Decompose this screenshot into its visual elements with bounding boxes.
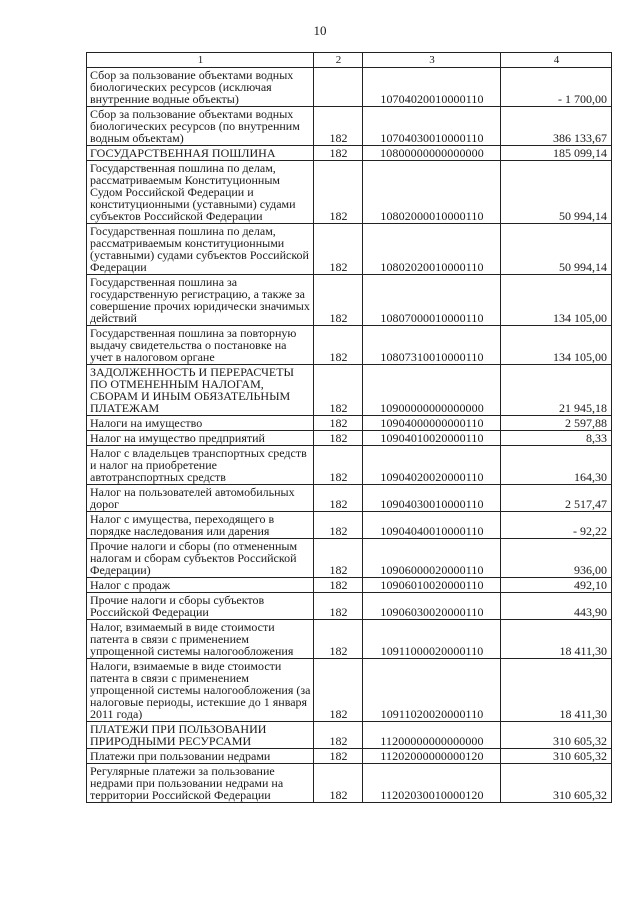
admin-code-cell: 182 xyxy=(314,539,363,578)
classification-code-cell: 10904040010000110 xyxy=(363,512,501,539)
item-name-cell: Налог на пользователей автомобильных дорог xyxy=(87,485,314,512)
amount-cell: - 1 700,00 xyxy=(501,68,612,107)
classification-code-cell: 10704030010000110 xyxy=(363,107,501,146)
classification-code-cell: 10704020010000110 xyxy=(363,68,501,107)
admin-code-cell: 182 xyxy=(314,224,363,275)
classification-code-cell: 10904020020000110 xyxy=(363,446,501,485)
revenue-table xyxy=(86,52,612,803)
admin-code-cell: 182 xyxy=(314,161,363,224)
table-row xyxy=(87,224,612,275)
column-header: 3 xyxy=(363,53,501,68)
amount-cell: 2 517,47 xyxy=(501,485,612,512)
table-row xyxy=(87,620,612,659)
admin-code-cell: 182 xyxy=(314,446,363,485)
amount-cell: 8,33 xyxy=(501,431,612,446)
amount-cell: 310 605,32 xyxy=(501,722,612,749)
item-name-cell: ГОСУДАРСТВЕННАЯ ПОШЛИНА xyxy=(87,146,314,161)
amount-cell: 443,90 xyxy=(501,593,612,620)
admin-code-cell xyxy=(314,68,363,107)
item-name-cell: Налог с имущества, переходящего в порядке наследования или дарения xyxy=(87,512,314,539)
table-row xyxy=(87,539,612,578)
table-row xyxy=(87,416,612,431)
page-number: 10 xyxy=(313,23,327,38)
classification-code-cell: 11202000000000120 xyxy=(363,749,501,764)
amount-cell: 134 105,00 xyxy=(501,275,612,326)
item-name-cell: Регулярные платежи за пользование недрами при пользовании недрами на территории Российской Федерации xyxy=(87,764,314,803)
table-row xyxy=(87,68,612,107)
amount-cell: 50 994,14 xyxy=(501,161,612,224)
admin-code-cell: 182 xyxy=(314,512,363,539)
classification-code-cell: 11202030010000120 xyxy=(363,764,501,803)
amount-cell: 492,10 xyxy=(501,578,612,593)
table-row xyxy=(87,146,612,161)
classification-code-cell: 10800000000000000 xyxy=(363,146,501,161)
table-row xyxy=(87,365,612,416)
amount-cell: - 92,22 xyxy=(501,512,612,539)
classification-code-cell: 11200000000000000 xyxy=(363,722,501,749)
item-name-cell: Государственная пошлина за государственную регистрацию, а также за совершение прочих юридически значимых действий xyxy=(87,275,314,326)
column-header: 1 xyxy=(87,53,314,68)
table-row xyxy=(87,764,612,803)
amount-cell: 2 597,88 xyxy=(501,416,612,431)
classification-code-cell: 10807000010000110 xyxy=(363,275,501,326)
classification-code-cell: 10911020020000110 xyxy=(363,659,501,722)
item-name-cell: Государственная пошлина за повторную выдачу свидетельства о постановке на учет в налоговом органе xyxy=(87,326,314,365)
classification-code-cell: 10906030020000110 xyxy=(363,593,501,620)
table-header-row xyxy=(87,53,612,68)
admin-code-cell: 182 xyxy=(314,722,363,749)
classification-code-cell: 10900000000000000 xyxy=(363,365,501,416)
classification-code-cell: 10802020010000110 xyxy=(363,224,501,275)
table-row xyxy=(87,107,612,146)
table-row xyxy=(87,593,612,620)
classification-code-cell: 10904000000000110 xyxy=(363,416,501,431)
item-name-cell: Налог на имущество предприятий xyxy=(87,431,314,446)
classification-code-cell: 10911000020000110 xyxy=(363,620,501,659)
amount-cell: 18 411,30 xyxy=(501,659,612,722)
item-name-cell: ПЛАТЕЖИ ПРИ ПОЛЬЗОВАНИИ ПРИРОДНЫМИ РЕСУРСАМИ xyxy=(87,722,314,749)
admin-code-cell: 182 xyxy=(314,749,363,764)
item-name-cell: Сбор за пользование объектами водных биологических ресурсов (по внутренним водным объектам) xyxy=(87,107,314,146)
column-header: 2 xyxy=(314,53,363,68)
table-row xyxy=(87,512,612,539)
table-row xyxy=(87,485,612,512)
admin-code-cell: 182 xyxy=(314,578,363,593)
table-body xyxy=(87,68,612,803)
table-row xyxy=(87,722,612,749)
amount-cell: 310 605,32 xyxy=(501,764,612,803)
column-header: 4 xyxy=(501,53,612,68)
table-row xyxy=(87,659,612,722)
table-row xyxy=(87,749,612,764)
item-name-cell: Сбор за пользование объектами водных биологических ресурсов (исключая внутренние водные объекты) xyxy=(87,68,314,107)
amount-cell: 21 945,18 xyxy=(501,365,612,416)
admin-code-cell: 182 xyxy=(314,659,363,722)
item-name-cell: Государственная пошлина по делам, рассматриваемым конституционными (уставными) судами субъектов Российской Федерации xyxy=(87,224,314,275)
item-name-cell: Государственная пошлина по делам, рассматриваемым Конституционным Судом Российской Федерации и конституционными (уставными) судами субъектов Российской Федерации xyxy=(87,161,314,224)
table-row xyxy=(87,161,612,224)
classification-code-cell: 10906010020000110 xyxy=(363,578,501,593)
item-name-cell: Прочие налоги и сборы (по отмененным налогам и сборам субъектов Российской Федерации) xyxy=(87,539,314,578)
admin-code-cell: 182 xyxy=(314,326,363,365)
classification-code-cell: 10904010020000110 xyxy=(363,431,501,446)
amount-cell: 936,00 xyxy=(501,539,612,578)
admin-code-cell: 182 xyxy=(314,620,363,659)
amount-cell: 134 105,00 xyxy=(501,326,612,365)
item-name-cell: Налог, взимаемый в виде стоимости патента в связи с применением упрощенной системы налогообложения xyxy=(87,620,314,659)
amount-cell: 50 994,14 xyxy=(501,224,612,275)
item-name-cell: Налоги, взимаемые в виде стоимости патента в связи с применением упрощенной системы налогообложения (за налоговые периоды, истекшие до 1 января 2011 года) xyxy=(87,659,314,722)
amount-cell: 185 099,14 xyxy=(501,146,612,161)
table-row xyxy=(87,275,612,326)
item-name-cell: Налог с владельцев транспортных средств и налог на приобретение автотранспортных средств xyxy=(87,446,314,485)
amount-cell: 164,30 xyxy=(501,446,612,485)
classification-code-cell: 10807310010000110 xyxy=(363,326,501,365)
item-name-cell: Налоги на имущество xyxy=(87,416,314,431)
classification-code-cell: 10906000020000110 xyxy=(363,539,501,578)
classification-code-cell: 10802000010000110 xyxy=(363,161,501,224)
admin-code-cell: 182 xyxy=(314,146,363,161)
admin-code-cell: 182 xyxy=(314,485,363,512)
table-row xyxy=(87,578,612,593)
item-name-cell: ЗАДОЛЖЕННОСТЬ И ПЕРЕРАСЧЕТЫ ПО ОТМЕНЕННЫМ НАЛОГАМ, СБОРАМ И ИНЫМ ОБЯЗАТЕЛЬНЫМ ПЛАТЕЖАМ xyxy=(87,365,314,416)
table-row xyxy=(87,446,612,485)
amount-cell: 310 605,32 xyxy=(501,749,612,764)
admin-code-cell: 182 xyxy=(314,764,363,803)
admin-code-cell: 182 xyxy=(314,275,363,326)
amount-cell: 18 411,30 xyxy=(501,620,612,659)
amount-cell: 386 133,67 xyxy=(501,107,612,146)
admin-code-cell: 182 xyxy=(314,593,363,620)
admin-code-cell: 182 xyxy=(314,365,363,416)
table-row xyxy=(87,431,612,446)
table-row xyxy=(87,326,612,365)
item-name-cell: Налог с продаж xyxy=(87,578,314,593)
item-name-cell: Платежи при пользовании недрами xyxy=(87,749,314,764)
admin-code-cell: 182 xyxy=(314,107,363,146)
admin-code-cell: 182 xyxy=(314,431,363,446)
classification-code-cell: 10904030010000110 xyxy=(363,485,501,512)
admin-code-cell: 182 xyxy=(314,416,363,431)
item-name-cell: Прочие налоги и сборы субъектов Российской Федерации xyxy=(87,593,314,620)
